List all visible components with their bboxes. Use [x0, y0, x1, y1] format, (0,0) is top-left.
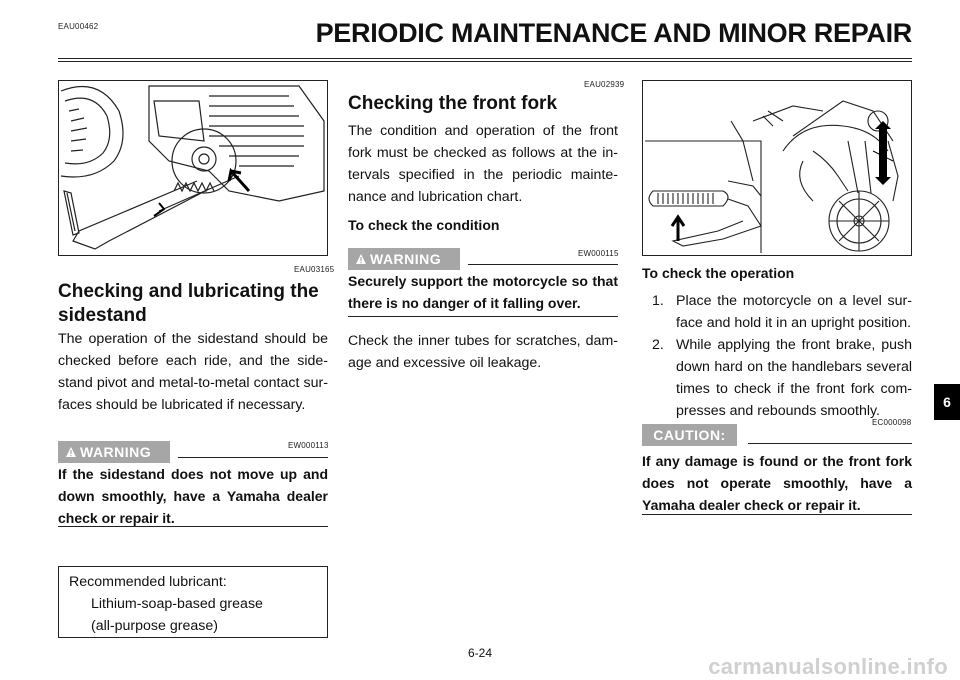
warning-end-rule [348, 316, 618, 317]
warning-rule [178, 457, 328, 458]
heading-sidestand: Checking and lubricating the sidestand [58, 281, 319, 326]
step-number: 1. [652, 293, 664, 309]
after-text-fork: Check the inner tubes for scratches, dam-age and excessive oil leakage. [348, 333, 618, 371]
body-fork: The condition and operation of the front fork must be checked as follows at the in-tervals specified in the periodic mainte-nance and lubrication chart. [348, 123, 618, 205]
sidestand-illustration [58, 80, 328, 256]
subheading-condition: To check the condition [348, 217, 500, 233]
front-fork-drawing [643, 81, 911, 255]
caution-badge [642, 424, 737, 446]
warning-end-rule [58, 526, 328, 527]
subheading-operation: To check the operation [642, 265, 795, 281]
step-text: While applying the front brake, push down hard on the handlebars several times to check if the front fork com-presses and rebounds smoothly. [676, 337, 912, 419]
caution-end-rule [642, 514, 912, 515]
step-number: 2. [652, 337, 664, 353]
section-code-sidestand: EAU03165 [294, 265, 335, 274]
header-rule-2 [58, 61, 912, 62]
step-text: Place the motorcycle on a level sur-face and hold it in an upright position. [676, 293, 912, 331]
warning-badge-sidestand [58, 441, 170, 463]
warning-triangle-icon [356, 254, 366, 264]
lubricant-box [58, 566, 328, 638]
operation-steps [652, 290, 912, 422]
warning-triangle-icon [66, 447, 76, 457]
chapter-tab[interactable]: 6 [934, 384, 960, 420]
section-code-fork: EAU02939 [584, 80, 625, 89]
page-title: PERIODIC MAINTENANCE AND MINOR REPAIR [315, 18, 912, 48]
warning-label: WARNING [370, 251, 442, 267]
caution-text: If any damage is found or the front fork does not operate smoothly, have a Yamaha dealer check or repair it. [642, 453, 912, 513]
heading-fork: Checking the front fork [348, 93, 558, 114]
lubricant-label: Recommended lubricant: [69, 574, 227, 590]
warning-code-fork: EW000115 [578, 249, 619, 258]
watermark: carmanualsonline.info [708, 654, 948, 679]
sidestand-drawing [59, 81, 327, 255]
warning-rule [468, 264, 618, 265]
page-number: 6-24 [467, 646, 493, 660]
doc-code: EAU00462 [58, 22, 99, 31]
caution-rule [748, 443, 912, 444]
caution-label: CAUTION: [653, 427, 726, 443]
front-fork-illustration [642, 80, 912, 256]
warning-badge-fork [348, 248, 460, 270]
list-item [652, 334, 912, 422]
caution-code: EC000098 [872, 418, 912, 427]
warning-text-sidestand: If the sidestand does not move up and down smoothly, have a Yamaha dealer check or repair it. [58, 466, 328, 526]
body-sidestand: The operation of the sidestand should be checked before each ride, and the side-stand pivot and metal-to-metal contact sur-faces should be lubricated if necessary. [58, 331, 328, 413]
lubricant-line-1: Lithium-soap-based grease [91, 596, 263, 612]
warning-text-fork: Securely support the motorcycle so that there is no danger of it falling over. [348, 273, 618, 311]
header-rule [58, 58, 912, 59]
warning-code-sidestand: EW000113 [288, 441, 329, 450]
lubricant-line-2: (all-purpose grease) [91, 618, 218, 634]
warning-label: WARNING [80, 444, 152, 460]
list-item [652, 290, 912, 334]
